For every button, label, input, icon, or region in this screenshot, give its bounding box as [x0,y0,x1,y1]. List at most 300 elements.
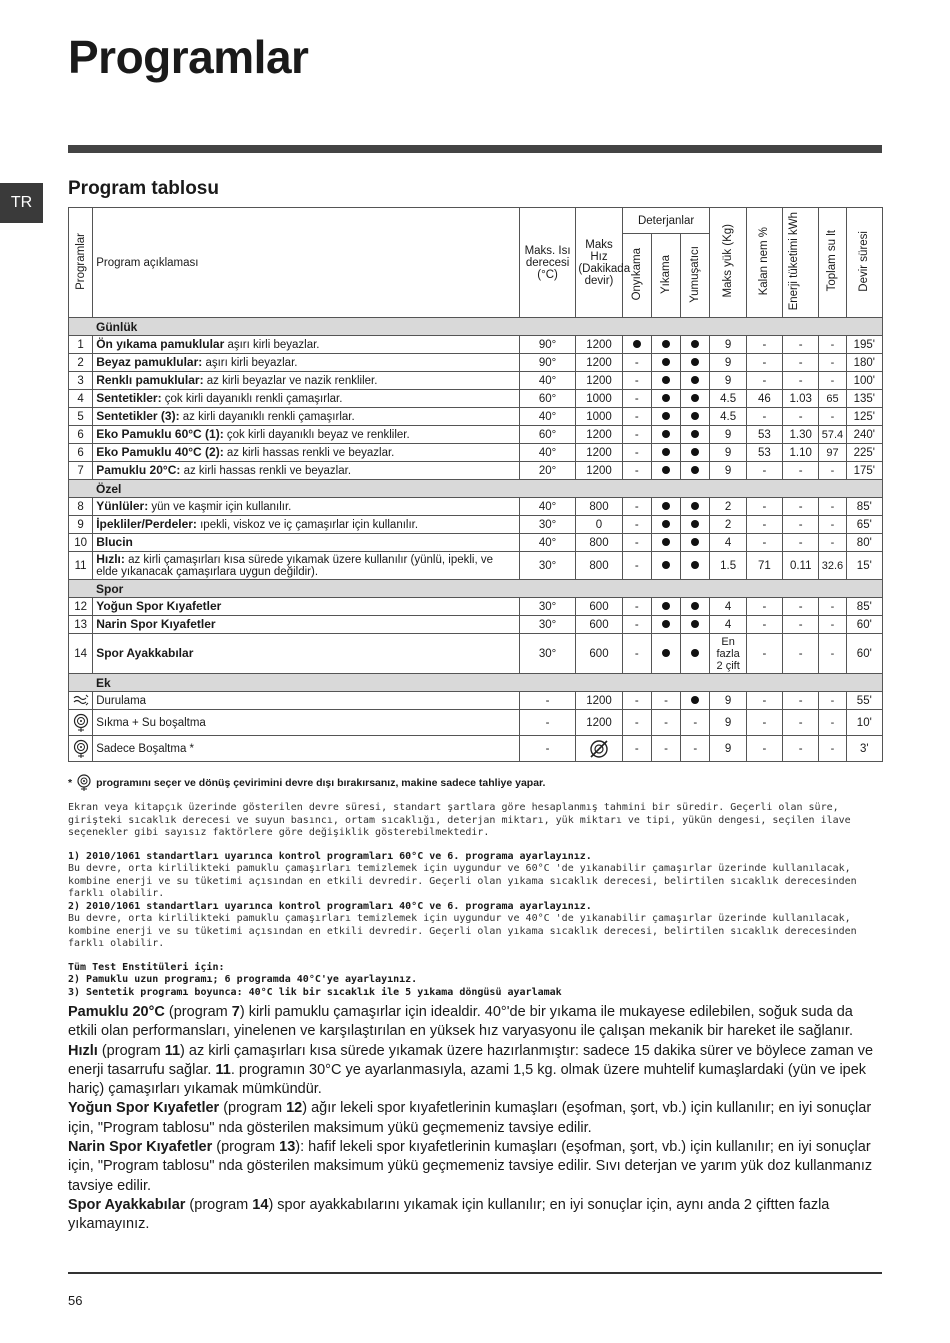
residual-moisture: - [746,534,782,552]
residual-moisture: 71 [746,552,782,580]
dot-icon [691,358,699,366]
residual-moisture: 53 [746,426,782,444]
page-title: Programlar [68,31,309,83]
program-number: 6 [69,444,93,462]
energy: - [783,710,819,736]
duration: 3' [846,736,882,762]
residual-moisture: - [746,616,782,634]
prewash: - [622,426,651,444]
spin-icon [73,739,89,759]
program-number: 3 [69,372,93,390]
energy: - [783,498,819,516]
max-load: 4 [710,534,746,552]
dot-icon [662,520,670,528]
group-row [69,580,883,598]
group-label: Özel [69,480,883,498]
max-speed: 1000 [576,390,622,408]
softener [681,462,710,480]
asterisk: * [68,777,73,789]
softener [681,390,710,408]
institutes-item-2: 2) Pamuklu uzun programı; 6 programda 40°C'ye ayarlayınız. [68,974,418,985]
program-description: Renklı pamuklular: az kirli beyazlar ve nazik renkliler. [93,372,520,390]
dot-icon [662,412,670,420]
softener [681,354,710,372]
program-description: İpekliler/Perdeler: ıpekli, viskoz ve iç çamaşırlar için kullanılır. [93,516,520,534]
notes-intro: Ekran veya kitapçık üzerinde gösterilen devre süresi, standart şartlara göre hesaplanmış tahmini bir süredir. Geçerli olan süre, giriştеki sıcaklık derecesi ve suyun basıncı, ortam sıcaklığı, deterjan miktarı, yük miktarı ve tipi, yükün dengesi, seçilen ilave seçenekler gibi sayısız faktörlere göre değişiklik gösterebilmektedir. [68,802,851,838]
header-prewash: Önyıkama [622,234,651,318]
duration: 125' [846,408,882,426]
program-description: Yoğun Spor Kıyafetler [93,598,520,616]
water: - [819,598,846,616]
program-number: 6 [69,426,93,444]
water: - [819,736,846,762]
max-speed: 600 [576,616,622,634]
prewash: - [622,634,651,674]
max-load: 9 [710,462,746,480]
program-icon-cell [69,736,93,762]
max-speed: 1200 [576,710,622,736]
table-row [69,692,883,710]
residual-moisture: - [746,462,782,480]
wash [651,408,680,426]
energy: - [783,408,819,426]
max-load: 4 [710,598,746,616]
max-speed: 800 [576,534,622,552]
max-speed [576,736,622,762]
softener: - [681,736,710,762]
dot-icon [662,394,670,402]
wash [651,372,680,390]
prewash: - [622,616,651,634]
residual-moisture: - [746,736,782,762]
duration: 195' [846,336,882,354]
dot-icon [662,620,670,628]
duration: 180' [846,354,882,372]
energy: - [783,616,819,634]
program-number: 13 [69,616,93,634]
energy: - [783,354,819,372]
water: 57.4 [819,426,846,444]
program-description: Narin Spor Kıyafetler [93,616,520,634]
header-softener: Yumuşatıcı [681,234,710,318]
header-max-speed: Maks Hız (Dakikada devir) [576,208,622,318]
program-number: 10 [69,534,93,552]
softener [681,498,710,516]
table-row [69,736,883,762]
table-row [69,426,883,444]
dot-icon [691,466,699,474]
prewash: - [622,534,651,552]
dot-icon [691,520,699,528]
spin-icon [73,713,89,733]
duration: 240' [846,426,882,444]
footnote-star [68,774,545,792]
program-description: Sıkma + Su boşaltma [93,710,520,736]
max-load: 9 [710,336,746,354]
program-description: Beyaz pamuklular: aşırı kirli beyazlar. [93,354,520,372]
water: - [819,462,846,480]
dot-icon [691,376,699,384]
body-text [68,1003,883,1235]
note-1-text: Bu devre, orta kirlilikteki pamuklu çamaşırları temizlemek için uygundur ve 60°C 'de yıkanabilir çamaşırlar üzerinde kullanılacak, kombine enerji ve su tüketimi açısından en etkili devredir. Geçerli olan yıkama sıcaklık derecesi, belirtilen sıcaklık derecesinden farklı olabilir. [68,863,857,899]
water: - [819,354,846,372]
program-description: Blucin [93,534,520,552]
residual-moisture: - [746,498,782,516]
group-row [69,480,883,498]
notes [68,802,883,999]
max-speed: 600 [576,634,622,674]
paragraph-hizli: Hızlı (program 11) az kirli çamaşırları kısa sürede yıkamak üzere hazırlanmıştır: sadece 15 dakika sürer ve böylece zaman ve enerji tasarrufu sağlar. 11. programın 30°C ye ayarlanmasıyla, azami 1,5 kg. olmak üzere muhtelif kumaşlardaki (yün ve ipek hariç) çamaşırları yıkamak mümkündür. [68,1042,874,1098]
program-description: Durulama [93,692,520,710]
program-number: 14 [69,634,93,674]
max-temp: 20° [519,462,575,480]
duration: 85' [846,498,882,516]
program-description: Eko Pamuklu 40°C (2): az kirli hassas renkli ve beyazlar. [93,444,520,462]
softener [681,426,710,444]
softener [681,408,710,426]
header-water: Toplam su lt [819,208,846,318]
duration: 175' [846,462,882,480]
table-row [69,354,883,372]
softener: - [681,710,710,736]
section-title: Program tablosu [68,178,219,199]
program-icon-cell [69,692,93,710]
water: 32.6 [819,552,846,580]
wash [651,354,680,372]
header-description: Program açıklaması [93,208,520,318]
dot-icon [662,561,670,569]
max-speed: 1200 [576,372,622,390]
energy: - [783,336,819,354]
wash [651,552,680,580]
max-speed: 800 [576,498,622,516]
max-temp: 30° [519,516,575,534]
max-temp: 90° [519,336,575,354]
paragraph-spor-ayakkabi: Spor Ayakkabılar (program 14) spor ayakkabılarını yıkamak için kullanılır; en iyi sonuçlar için, aynı anda 2 çiftten fazla yıkamayınız. [68,1196,830,1233]
softener [681,336,710,354]
header-wash: Yıkama [651,234,680,318]
program-description: Sentetikler (3): az kirli dayanıklı renkli çamaşırlar. [93,408,520,426]
dot-icon [633,340,641,348]
note-2-title: 2) 2010/1061 standartları uyarınca kontrol programları 40°C ve 6. programa ayarlayınız. [68,900,592,912]
energy: - [783,372,819,390]
energy: 1.10 [783,444,819,462]
energy: 1.30 [783,426,819,444]
wash [651,516,680,534]
note-2-text: Bu devre, orta kirlilikteki pamuklu çamaşırları temizlemek için uygundur ve 40°C 'de yıkanabilir çamaşırlar üzerinde kullanılacak, kombine enerji ve su tüketimi açısından en etkili devredir. Geçerli olan yıkama sıcaklık derecesi, belirtilen sıcaklık derecesinden farklı olabilir. [68,913,857,949]
residual-moisture: - [746,516,782,534]
header-max-load: Maks yük (Kg) [710,208,746,318]
program-number: 11 [69,552,93,580]
prewash: - [622,498,651,516]
max-load: 4.5 [710,408,746,426]
max-speed: 1000 [576,408,622,426]
max-load: 9 [710,736,746,762]
wash: - [651,710,680,736]
paragraph-narin-spor: Narin Spor Kıyafetler (program 13): hafif lekeli spor kıyafetlerinin kumaşları (eşofman, şort, vb.) için kullanılır; en iyi sonuçlar için, "Program tablosu" nda gösterilen maksimum yükü geçmemeniz tavsiye edilir. Sıvı deterjan ve yarım yük doz kullanmanız tavsiye edilir. [68,1139,873,1194]
duration: 80' [846,534,882,552]
prewash: - [622,710,651,736]
max-temp: 90° [519,354,575,372]
wash [651,598,680,616]
wash [651,426,680,444]
program-number: 9 [69,516,93,534]
max-load: 2 [710,498,746,516]
no-spin-icon [588,738,610,760]
water: - [819,498,846,516]
dot-icon [662,448,670,456]
max-temp: 40° [519,444,575,462]
wash [651,634,680,674]
duration: 100' [846,372,882,390]
energy: - [783,634,819,674]
dot-icon [662,430,670,438]
dot-icon [691,430,699,438]
language-tab: TR [0,183,43,223]
program-description: Eko Pamuklu 60°C (1): çok kirli dayanıklı beyaz ve renkliler. [93,426,520,444]
program-icon-cell [69,710,93,736]
header-energy: Enerji tüketimi kWh [783,208,819,318]
wash [651,390,680,408]
max-speed: 600 [576,598,622,616]
max-load: En fazla 2 çift [710,634,746,674]
energy: 0.11 [783,552,819,580]
program-number: 7 [69,462,93,480]
rinse-icon [72,693,90,709]
dot-icon [662,649,670,657]
duration: 60' [846,634,882,674]
max-load: 4.5 [710,390,746,408]
table-row [69,616,883,634]
max-speed: 1200 [576,462,622,480]
page-number: 56 [68,1293,83,1308]
max-temp: 30° [519,552,575,580]
table-row [69,390,883,408]
duration: 60' [846,616,882,634]
energy: - [783,598,819,616]
water: - [819,634,846,674]
max-load: 9 [710,426,746,444]
residual-moisture: - [746,692,782,710]
prewash: - [622,516,651,534]
energy: - [783,736,819,762]
max-temp: - [519,736,575,762]
dot-icon [691,448,699,456]
prewash: - [622,408,651,426]
header-residual-moisture: Kalan nem % [746,208,782,318]
table-row [69,710,883,736]
energy: - [783,692,819,710]
softener [681,516,710,534]
dot-icon [691,602,699,610]
water: 65 [819,390,846,408]
group-label: Ek [69,674,883,692]
table-row [69,372,883,390]
dot-icon [691,561,699,569]
water: - [819,616,846,634]
wash: - [651,736,680,762]
energy: - [783,516,819,534]
max-load: 9 [710,444,746,462]
softener [681,634,710,674]
wash [651,336,680,354]
residual-moisture: - [746,598,782,616]
softener [681,616,710,634]
water: 97 [819,444,846,462]
group-label: Günlük [69,318,883,336]
dot-icon [662,340,670,348]
max-speed: 1200 [576,444,622,462]
dot-icon [691,696,699,704]
group-row [69,674,883,692]
max-temp: - [519,710,575,736]
prewash: - [622,598,651,616]
prewash: - [622,462,651,480]
duration: 225' [846,444,882,462]
paragraph-pamuklu: Pamuklu 20°C (program 7) kirli pamuklu çamaşırlar için idealdir. 40°'de bir yıkama ile mukayese edilebilen, soğuk suda da etkili olan performansları, yinelenen ve karşılaştırılan en yüksek hız varyasyonu ile çalışan mekanik bir hareket ile sağlanır. [68,1004,853,1040]
water: - [819,516,846,534]
title-rule [68,145,882,153]
table-row [69,498,883,516]
prewash: - [622,736,651,762]
max-speed: 1200 [576,426,622,444]
program-number: 12 [69,598,93,616]
program-number: 1 [69,336,93,354]
wash: - [651,692,680,710]
duration: 15' [846,552,882,580]
residual-moisture: 46 [746,390,782,408]
dot-icon [691,340,699,348]
program-description: Pamuklu 20°C: az kirli hassas renkli ve beyazlar. [93,462,520,480]
prewash: - [622,552,651,580]
program-table [68,207,883,762]
residual-moisture: 53 [746,444,782,462]
duration: 65' [846,516,882,534]
prewash: - [622,444,651,462]
dot-icon [691,394,699,402]
duration: 135' [846,390,882,408]
residual-moisture: - [746,408,782,426]
water: - [819,336,846,354]
max-speed: 1200 [576,354,622,372]
group-row [69,318,883,336]
max-speed: 800 [576,552,622,580]
max-speed: 1200 [576,336,622,354]
wash [651,616,680,634]
max-load: 4 [710,616,746,634]
water: - [819,692,846,710]
softener [681,552,710,580]
program-table-body [69,318,883,762]
program-description: Yünlüler: yün ve kaşmir için kullanılır. [93,498,520,516]
energy: - [783,462,819,480]
water: - [819,710,846,736]
program-number: 4 [69,390,93,408]
dot-icon [691,502,699,510]
residual-moisture: - [746,710,782,736]
dot-icon [691,538,699,546]
max-load: 9 [710,354,746,372]
table-row [69,336,883,354]
duration: 10' [846,710,882,736]
max-temp: - [519,692,575,710]
max-temp: 40° [519,408,575,426]
softener [681,444,710,462]
max-temp: 40° [519,534,575,552]
bottom-rule [68,1272,882,1274]
max-temp: 30° [519,598,575,616]
max-speed: 0 [576,516,622,534]
max-load: 1.5 [710,552,746,580]
residual-moisture: - [746,354,782,372]
duration: 85' [846,598,882,616]
table-row [69,634,883,674]
wash [651,444,680,462]
table-row [69,462,883,480]
dot-icon [662,376,670,384]
water: - [819,534,846,552]
max-load: 9 [710,372,746,390]
paragraph-yogun-spor: Yoğun Spor Kıyafetler (program 12) ağır lekeli spor kıyafetlerinin kumaşları (eşofman, şort, vb.) için kullanılır; en iyi sonuçlar için, "Program tablosu" nda gösterilen maksimum yükü geçmemeniz tavsiye edilir. [68,1100,872,1136]
max-temp: 40° [519,498,575,516]
program-description: Sentetikler: çok kirli dayanıklı renkli çamaşırlar. [93,390,520,408]
max-temp: 30° [519,634,575,674]
table-row [69,534,883,552]
max-speed: 1200 [576,692,622,710]
spin-icon [76,774,92,792]
prewash: - [622,692,651,710]
table-row [69,408,883,426]
table-row [69,598,883,616]
softener [681,372,710,390]
energy: - [783,534,819,552]
dot-icon [691,412,699,420]
prewash: - [622,372,651,390]
table-row [69,552,883,580]
header-duration: Devir süresi [846,208,882,318]
residual-moisture: - [746,372,782,390]
max-load: 2 [710,516,746,534]
max-temp: 30° [519,616,575,634]
prewash: - [622,354,651,372]
prewash: - [622,390,651,408]
water: - [819,372,846,390]
dot-icon [691,649,699,657]
footnote-star-text: programını seçer ve dönüş çevirimini devre dışı bırakırsanız, makine sadece tahliye yapar. [96,777,546,789]
header-detergents: Deterjanlar [622,208,710,234]
dot-icon [662,358,670,366]
max-load: 9 [710,710,746,736]
institutes-item-3: 3) Sentetik programı boyunca: 40°C lik bir sıcaklık ile 5 yıkama döngüsü ayarlamak [68,986,562,998]
dot-icon [662,502,670,510]
table-row [69,516,883,534]
residual-moisture: - [746,634,782,674]
dot-icon [691,620,699,628]
program-description: Sadece Boşaltma * [93,736,520,762]
softener [681,598,710,616]
dot-icon [662,538,670,546]
wash [651,498,680,516]
header-programs: Programlar [69,208,93,318]
max-load: 9 [710,692,746,710]
energy: 1.03 [783,390,819,408]
program-description: Ön yıkama pamuklular aşırı kirli beyazlar. [93,336,520,354]
residual-moisture: - [746,336,782,354]
max-temp: 60° [519,390,575,408]
softener [681,692,710,710]
prewash [622,336,651,354]
group-label: Spor [69,580,883,598]
